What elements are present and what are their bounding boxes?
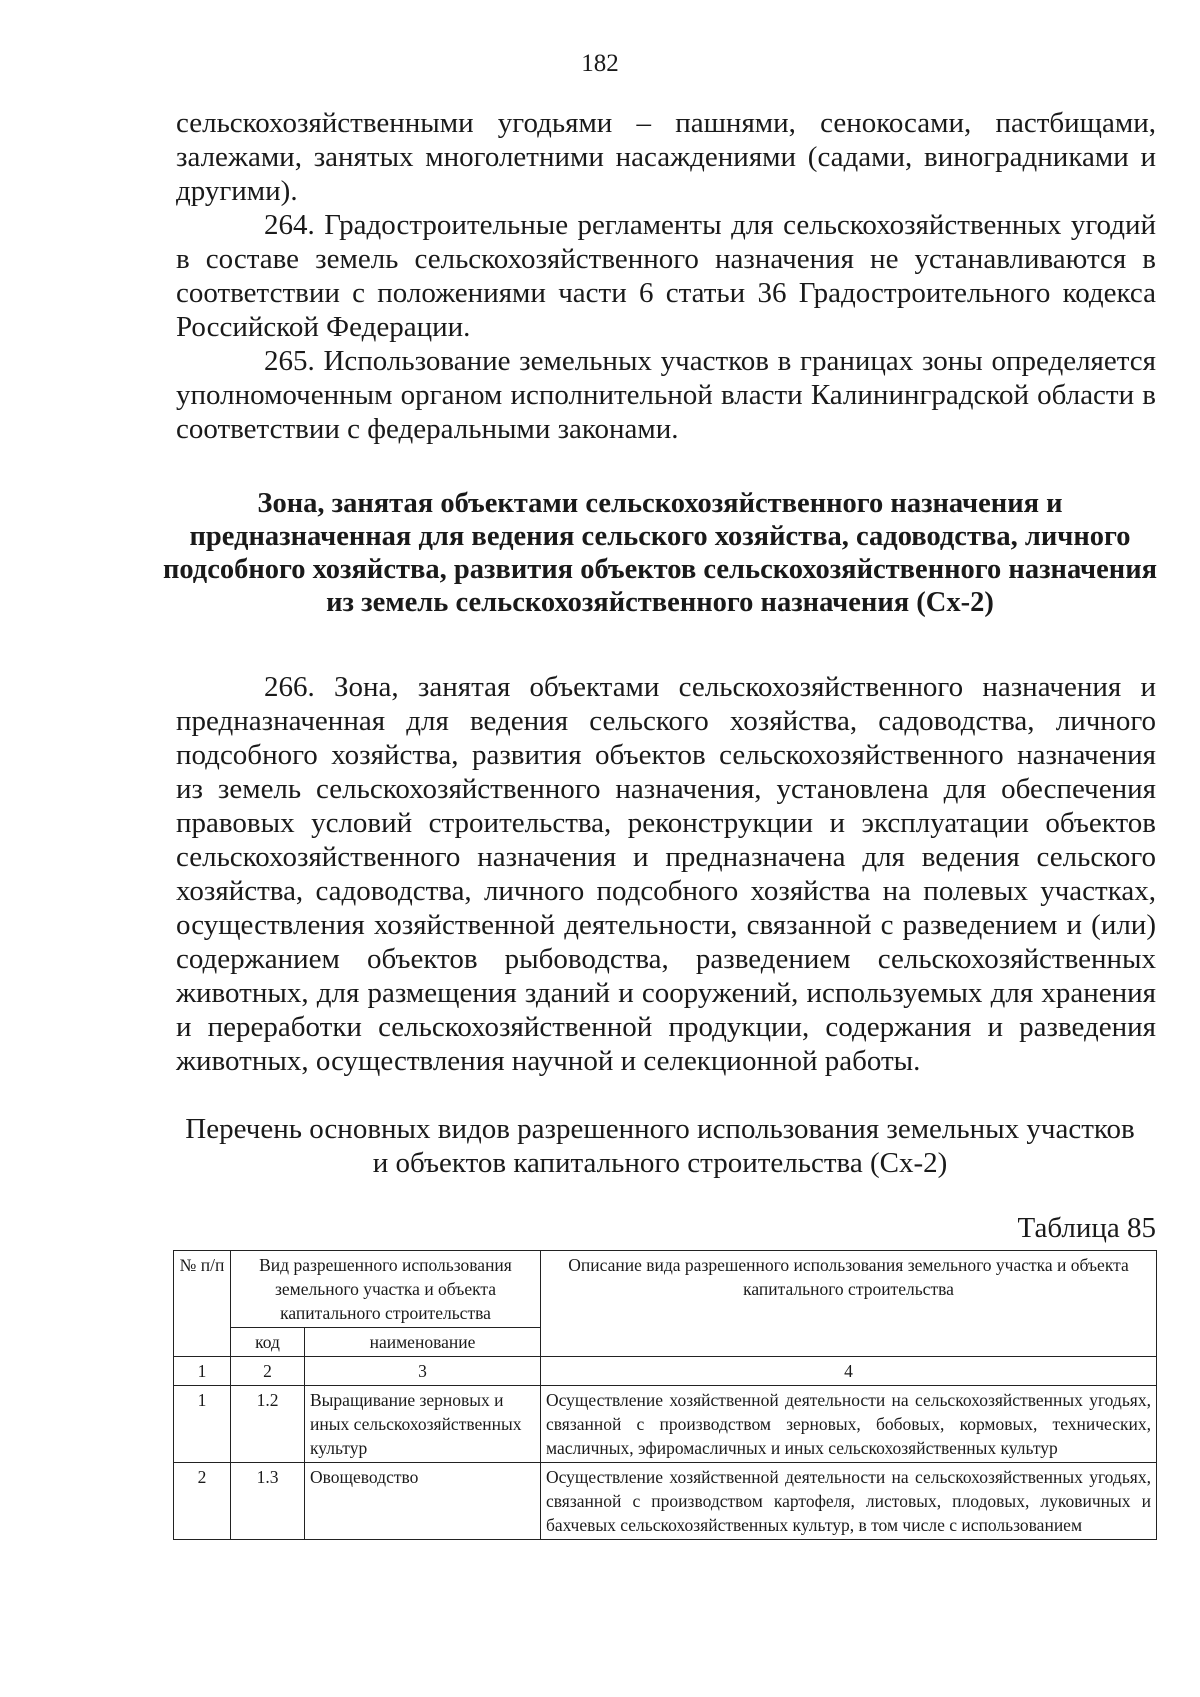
paragraph-265: 265. Использование земельных участков в границах зоны определяется уполномоченным органом исполнительной власти Калининградской области в соответствии с федеральными законами. — [176, 345, 1156, 445]
land-use-table — [173, 1250, 1157, 1540]
row-code: 1.3 — [231, 1463, 305, 1540]
row-code: 1.2 — [231, 1386, 305, 1463]
table-row — [174, 1463, 1157, 1540]
row-description: Осуществление хозяйственной деятельности на сельскохозяйственных угодьях, связанной с производством картофеля, листовых, плодовых, луковичных и бахчевых сельскохозяйственных культур, в том числе с использованием — [541, 1463, 1157, 1540]
list-title — [160, 1112, 1160, 1180]
table-row — [174, 1386, 1157, 1463]
table-caption: Таблица 85 — [1017, 1212, 1156, 1244]
list-title-line-2: и объектов капитального строительства (Сх-2) — [372, 1147, 948, 1179]
row-description: Осуществление хозяйственной деятельности на сельскохозяйственных угодьях, связанной с производством зерновых, бобовых, кормовых, технических, масличных, эфиромасличных и иных сельскохозяйственных культур — [541, 1386, 1157, 1463]
row-name: Овощеводство — [305, 1463, 541, 1540]
intro-text — [176, 106, 1156, 446]
header-num: № п/п — [174, 1251, 231, 1357]
header-use-type: Вид разрешенного использования земельного участка и объекта капитального строительства — [231, 1251, 541, 1328]
header-code: код — [231, 1328, 305, 1357]
row-num: 2 — [174, 1463, 231, 1540]
intro-paragraph-continuation: сельскохозяйственными угодьями – пашнями, сенокосами, пастбищами, залежами, занятых многолетними насаждениями (садами, виноградниками и другими). — [176, 107, 1156, 207]
paragraph-266: 266. Зона, занятая объектами сельскохозяйственного назначения и предназначенная для ведения сельского хозяйства, садоводства, личного подсобного хозяйства, развития объектов сельскохозяйственного назначения из земель сельскохозяйственного назначения, установлена для обеспечения правовых условий строительства, реконструкции и эксплуатации объектов сельскохозяйственного назначения и предназначена для ведения сельского хозяйства, садоводства, личного подсобного хозяйства на полевых участках, осуществления хозяйственной деятельности, связанной с разведением и (или) содержанием объектов рыбоводства, разведением сельскохозяйственных животных, для размещения зданий и сооружений, используемых для хранения и переработки сельскохозяйственной продукции, содержания и разведения животных, осуществления научной и селекционной работы. — [176, 671, 1156, 1077]
row-name: Выращивание зерновых и иных сельскохозяйственных культур — [305, 1386, 541, 1463]
paragraph-264: 264. Градостроительные регламенты для сельскохозяйственных угодий в составе земель сельскохозяйственного назначения не устанавливаются в соответствии с положениями части 6 статьи 36 Градостроительного кодекса Российской Федерации. — [176, 209, 1156, 343]
table-header-row — [174, 1251, 1157, 1328]
column-number: 2 — [231, 1357, 305, 1386]
column-number: 1 — [174, 1357, 231, 1386]
page-number: 182 — [581, 50, 619, 77]
row-num: 1 — [174, 1386, 231, 1463]
zone-heading: Зона, занятая объектами сельскохозяйственного назначения и предназначенная для ведения сельского хозяйства, садоводства, личного подсобного хозяйства, развития объектов сельскохозяйственного назначения из земель сельскохозяйственного назначения (Сх-2) — [162, 488, 1158, 618]
column-number: 4 — [541, 1357, 1157, 1386]
table-column-numbers-row — [174, 1357, 1157, 1386]
header-name: наименование — [305, 1328, 541, 1357]
zone-description — [176, 670, 1156, 1078]
column-number: 3 — [305, 1357, 541, 1386]
header-description: Описание вида разрешенного использования земельного участка и объекта капитального строительства — [541, 1251, 1157, 1357]
list-title-line-1: Перечень основных видов разрешенного использования земельных участков — [185, 1113, 1135, 1145]
